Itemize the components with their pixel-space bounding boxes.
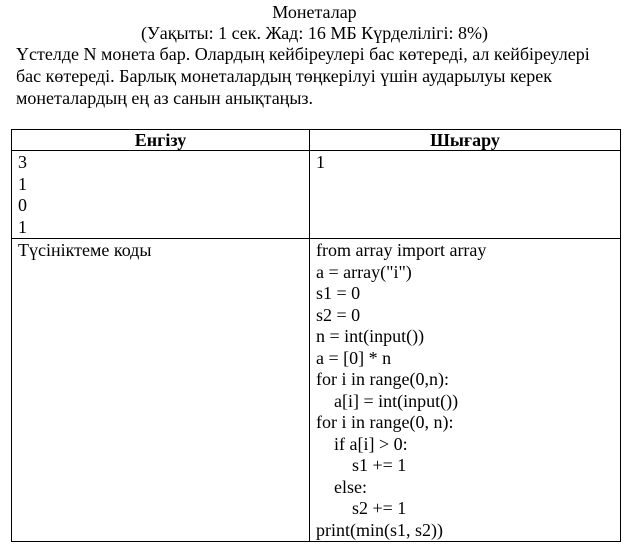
- code-line: s1 = 0: [316, 283, 361, 303]
- explanation-label: Түсініктеме коды: [18, 240, 152, 260]
- code-line: a = [0] * n: [316, 347, 392, 368]
- code-line: from array import array: [316, 240, 487, 260]
- input-header: Енгізу: [12, 130, 310, 151]
- statement-line: бас көтереді. Барлық монеталардың төңкерілуі үшін аударылуы керек: [16, 66, 552, 86]
- code-line: s1 += 1: [316, 455, 407, 475]
- input-line: 0: [18, 195, 27, 215]
- example-row: [12, 151, 621, 239]
- output-line: 1: [316, 152, 325, 172]
- explanation-label-cell: [12, 239, 310, 542]
- output-lines: [310, 151, 620, 174]
- code-line: a[i] = int(input()): [316, 390, 459, 411]
- input-line: 3: [18, 152, 27, 172]
- code-cell: [310, 239, 621, 542]
- code-line: n = int(input()): [316, 326, 425, 346]
- code-line: if a[i] > 0:: [316, 433, 408, 454]
- input-line: 1: [18, 173, 27, 194]
- problem-title: Монеталар: [272, 2, 357, 22]
- problem-statement: [16, 43, 616, 109]
- code-line: for i in range(0,n):: [316, 369, 449, 389]
- io-table: [11, 129, 621, 542]
- output-cell: [310, 151, 621, 239]
- input-line: 1: [18, 216, 27, 237]
- statement-line: монеталардың ең аз санын анықтаңыз.: [16, 88, 314, 108]
- code-line: for i in range(0, n):: [316, 412, 454, 432]
- code-line: a = array("i"): [316, 261, 412, 282]
- problem-limits: (Уақыты: 1 сек. Жад: 16 МБ Күрделілігі: 8%): [141, 23, 488, 43]
- statement-line: Үстелде N монета бар. Олардың кейбіреулері бас көтереді, ал кейбіреулері: [16, 44, 590, 64]
- code-line: s2 += 1: [316, 498, 407, 518]
- explanation-row: [12, 239, 621, 542]
- code-line: s2 = 0: [316, 304, 361, 325]
- code-line: else:: [316, 476, 367, 497]
- input-lines: [12, 151, 309, 238]
- output-header: Шығару: [310, 130, 621, 151]
- code-line: print(min(s1, s2)): [316, 519, 443, 540]
- code-block: [310, 239, 620, 541]
- io-header-row: [12, 130, 621, 151]
- input-cell: [12, 151, 310, 239]
